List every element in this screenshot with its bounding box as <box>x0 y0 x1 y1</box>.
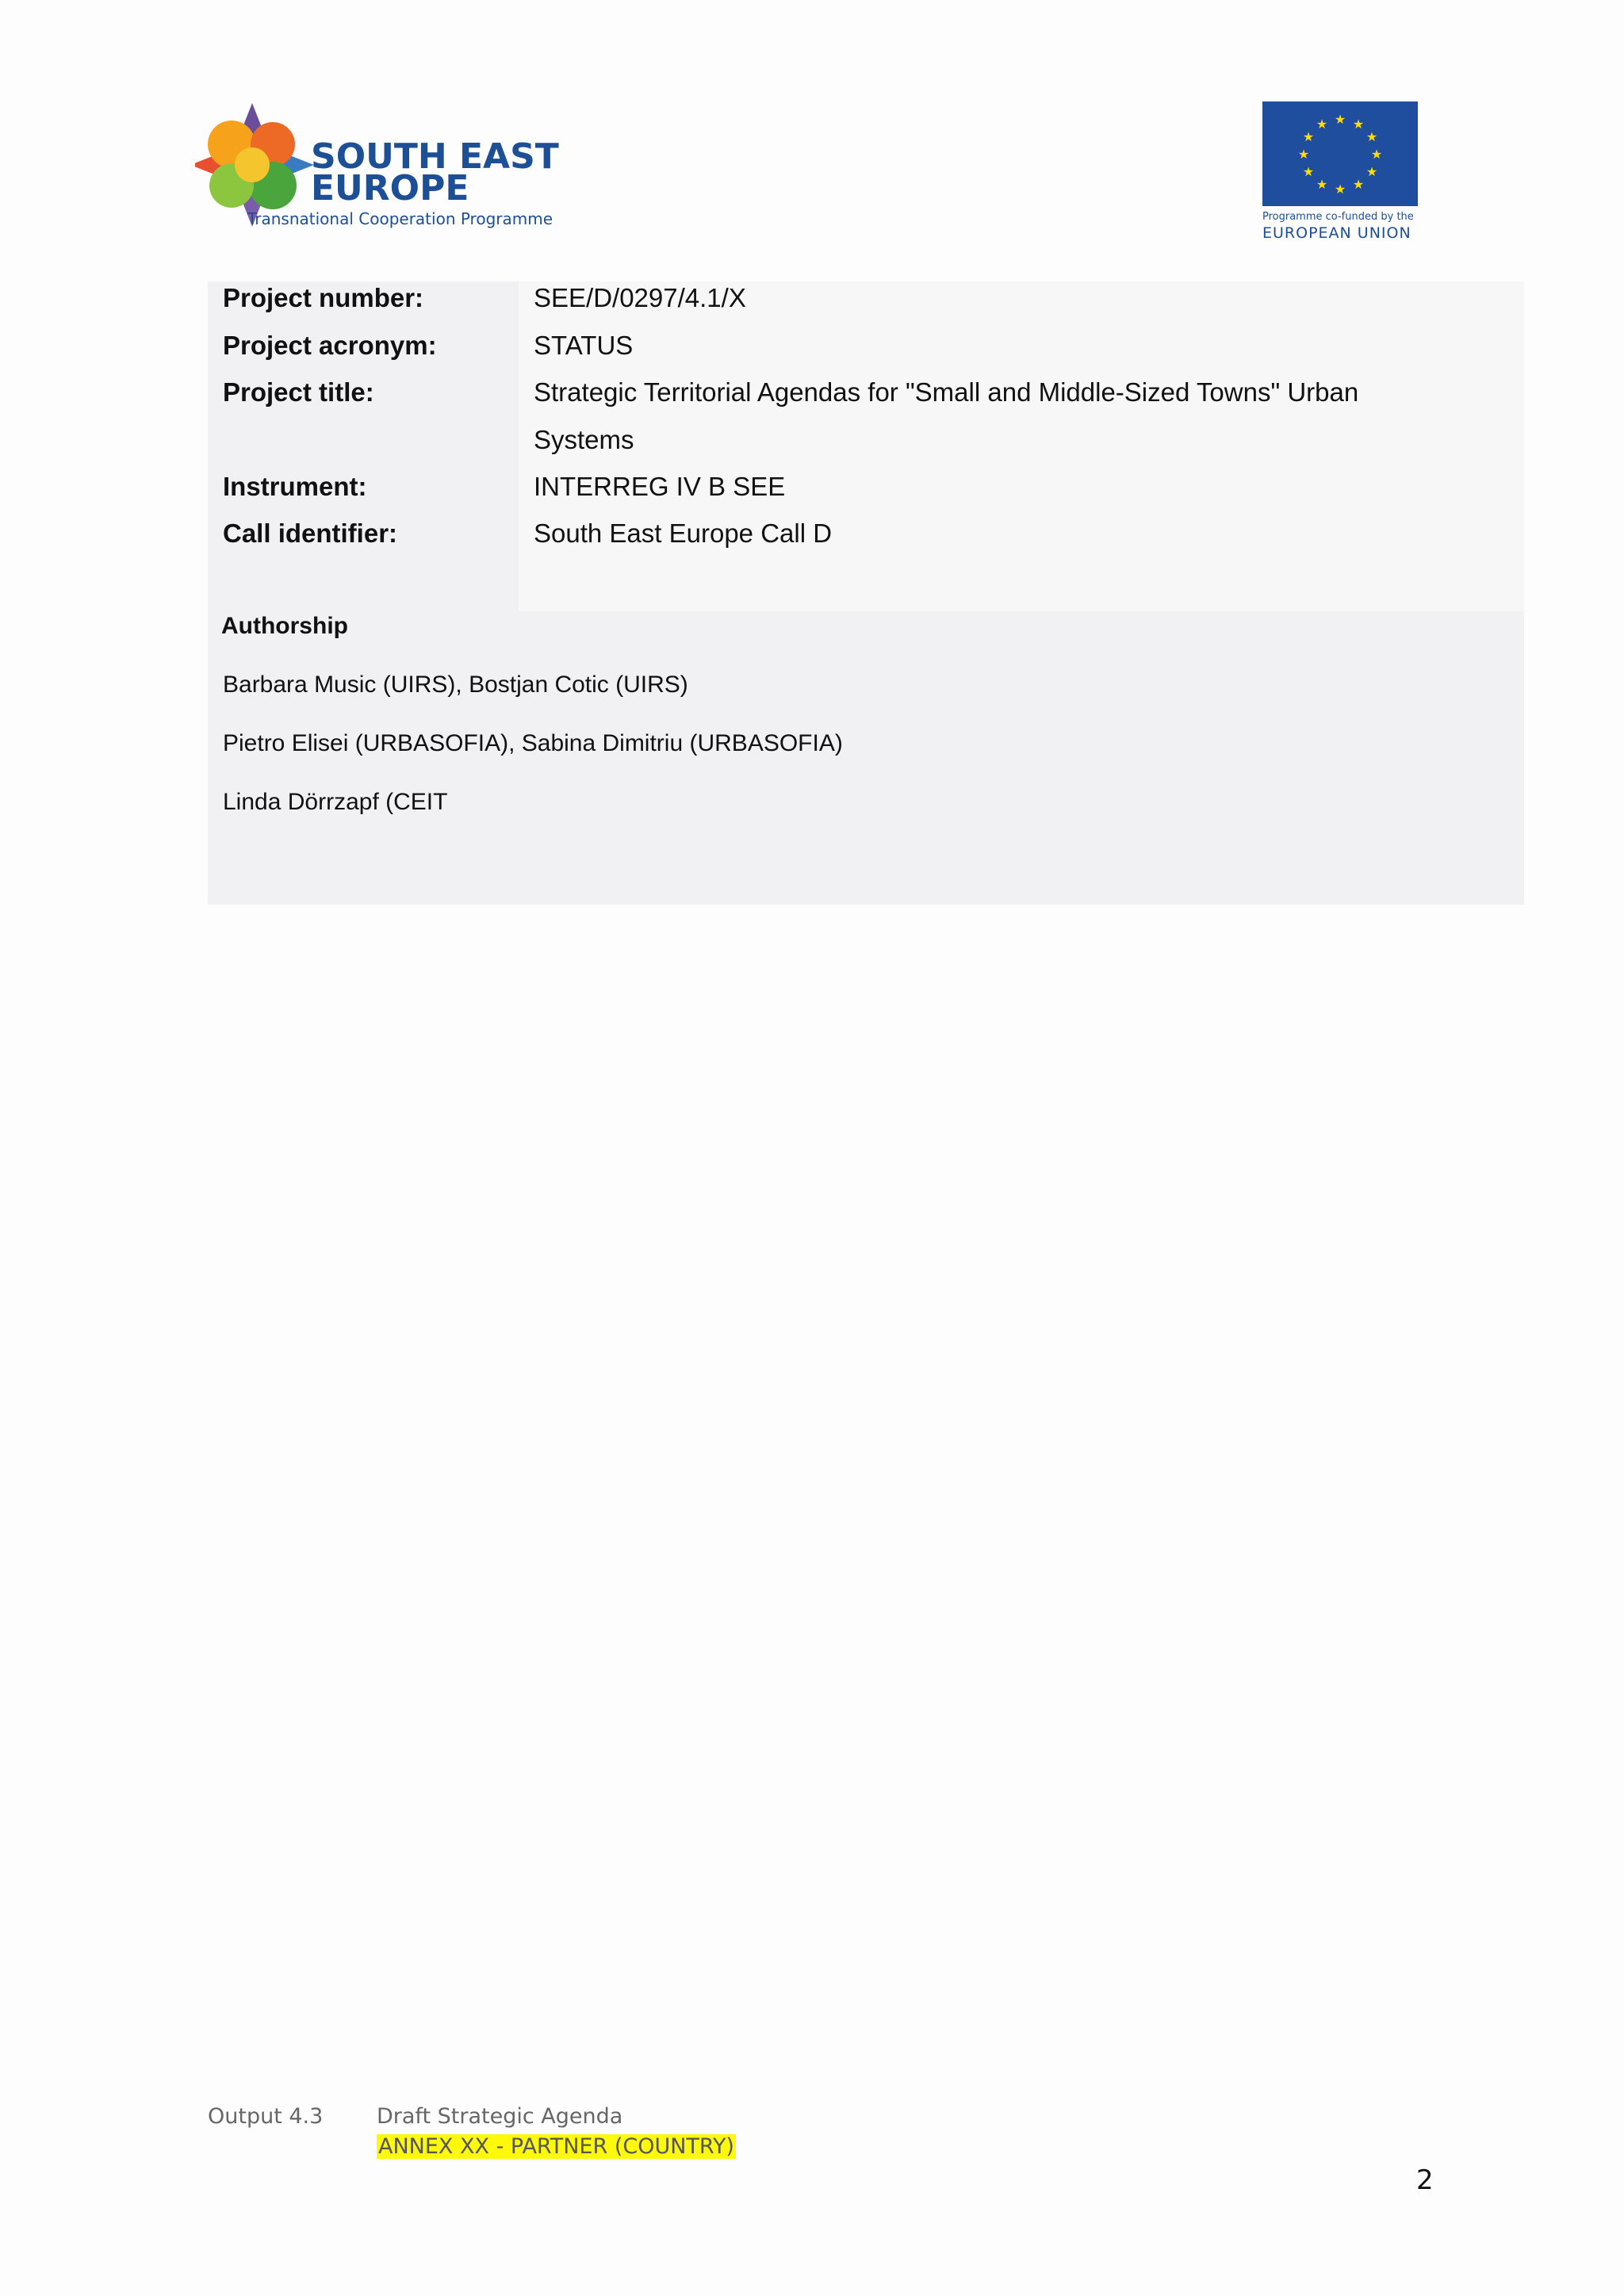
svg-text:★: ★ <box>1297 147 1310 162</box>
eu-caption <box>1262 211 1421 242</box>
svg-text:★: ★ <box>1334 112 1346 127</box>
project-number-label: Project number: <box>223 283 424 312</box>
call-identifier-label: Call identifier: <box>223 519 398 548</box>
see-logo-subtitle: Transnational Cooperation Programme <box>247 209 553 228</box>
page-number: 2 <box>1416 2164 1434 2196</box>
project-value-column <box>519 281 1524 611</box>
svg-text:★: ★ <box>1302 129 1315 144</box>
project-acronym-label: Project acronym: <box>223 331 437 360</box>
footer-output: Output 4.3 <box>208 2104 324 2129</box>
see-logo-text <box>311 136 559 209</box>
author-line: Pietro Elisei (URBASOFIA), Sabina Dimitriu (URBASOFIA) <box>223 730 843 756</box>
authorship-title: Authorship <box>221 613 348 639</box>
project-title-value: Strategic Territorial Agendas for "Small and Middle-Sized Towns" Urban <box>534 377 1359 407</box>
author-line: Linda Dörrzapf (CEIT <box>223 789 448 815</box>
svg-text:★: ★ <box>1352 117 1365 132</box>
footer-annex: ANNEX XX - PARTNER (COUNTRY) <box>378 2134 734 2159</box>
project-acronym-value: STATUS <box>534 331 634 360</box>
svg-text:★: ★ <box>1352 177 1365 192</box>
footer-doc-title: Draft Strategic Agenda <box>377 2104 623 2129</box>
author-line: Barbara Music (UIRS), Bostjan Cotic (UIRS) <box>223 672 688 698</box>
instrument-label: Instrument: <box>223 472 367 501</box>
project-title-value-cont: Systems <box>534 425 634 454</box>
instrument-value: INTERREG IV B SEE <box>534 472 786 501</box>
svg-text:★: ★ <box>1370 147 1383 162</box>
eu-caption-line1: Programme co-funded by the <box>1262 211 1414 223</box>
call-identifier-value: South East Europe Call D <box>534 519 833 548</box>
svg-text:★: ★ <box>1365 129 1378 144</box>
svg-text:★: ★ <box>1334 182 1346 197</box>
project-title-label: Project title: <box>223 377 374 407</box>
eu-flag-logo <box>1262 101 1418 206</box>
eu-caption-line2: EUROPEAN UNION <box>1262 224 1411 242</box>
svg-text:★: ★ <box>1316 177 1328 192</box>
svg-text:★: ★ <box>1365 164 1378 179</box>
see-logo-line2: EUROPE <box>311 168 469 209</box>
svg-text:★: ★ <box>1302 164 1315 179</box>
project-number-value: SEE/D/0297/4.1/X <box>534 283 746 312</box>
see-logo-line1: SOUTH EAST <box>311 136 559 177</box>
svg-text:★: ★ <box>1316 117 1328 132</box>
